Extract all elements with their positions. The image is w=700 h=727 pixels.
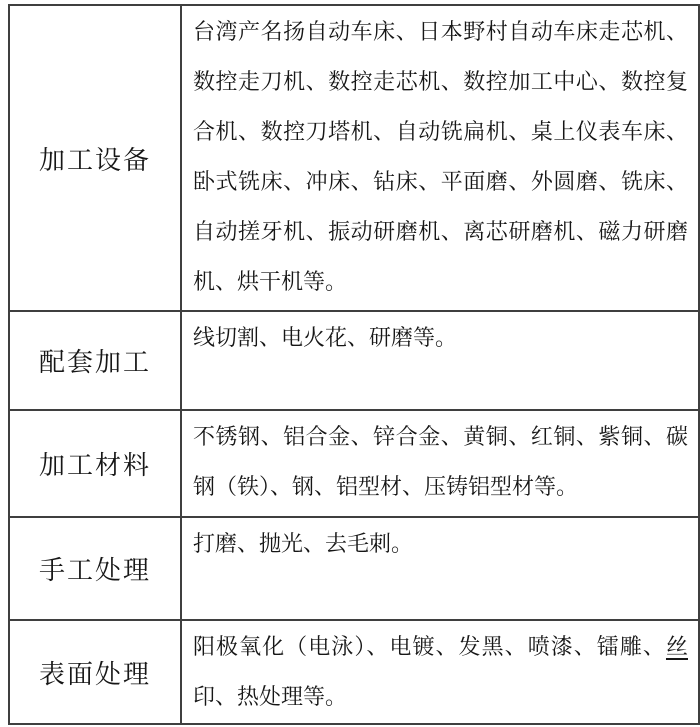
surface-treatment-text-underlined: 丝 xyxy=(665,634,688,659)
row-label-manual-processing: 手工处理 xyxy=(9,517,181,620)
row-content-surface-treatment xyxy=(181,620,699,724)
row-content-materials: 不锈钢、铝合金、锌合金、黄铜、红铜、紫铜、碳钢（铁）、钢、铝型材、压铸铝型材等。 xyxy=(181,410,699,517)
table-row-manual-processing xyxy=(9,517,699,620)
row-content-manual-processing: 打磨、抛光、去毛刺。 xyxy=(181,517,699,620)
row-label-equipment: 加工设备 xyxy=(9,5,181,311)
table-row-surface-treatment xyxy=(9,620,699,724)
surface-treatment-text-end: 印、热处理等。 xyxy=(193,684,348,709)
table-row-equipment xyxy=(9,5,699,311)
row-content-supporting-processing: 线切割、电火花、研磨等。 xyxy=(181,311,699,410)
table-row-materials xyxy=(9,410,699,517)
row-label-supporting-processing: 配套加工 xyxy=(9,311,181,410)
row-label-materials: 加工材料 xyxy=(9,410,181,517)
row-label-surface-treatment: 表面处理 xyxy=(9,620,181,724)
row-content-equipment: 台湾产名扬自动车床、日本野村自动车床走芯机、数控走刀机、数控走芯机、数控加工中心、数控复合机、数控刀塔机、自动铣扁机、桌上仪表车床、卧式铣床、冲床、钻床、平面磨、外圆磨、铣床、自动搓牙机、振动研磨机、离芯研磨机、磁力研磨机、烘干机等。 xyxy=(181,5,699,311)
table-row-supporting-processing xyxy=(9,311,699,410)
surface-treatment-text-start: 阳极氧化（电泳）、电镀、发黑、喷漆、镭雕、 xyxy=(193,634,666,659)
processing-capabilities-table xyxy=(8,4,700,725)
